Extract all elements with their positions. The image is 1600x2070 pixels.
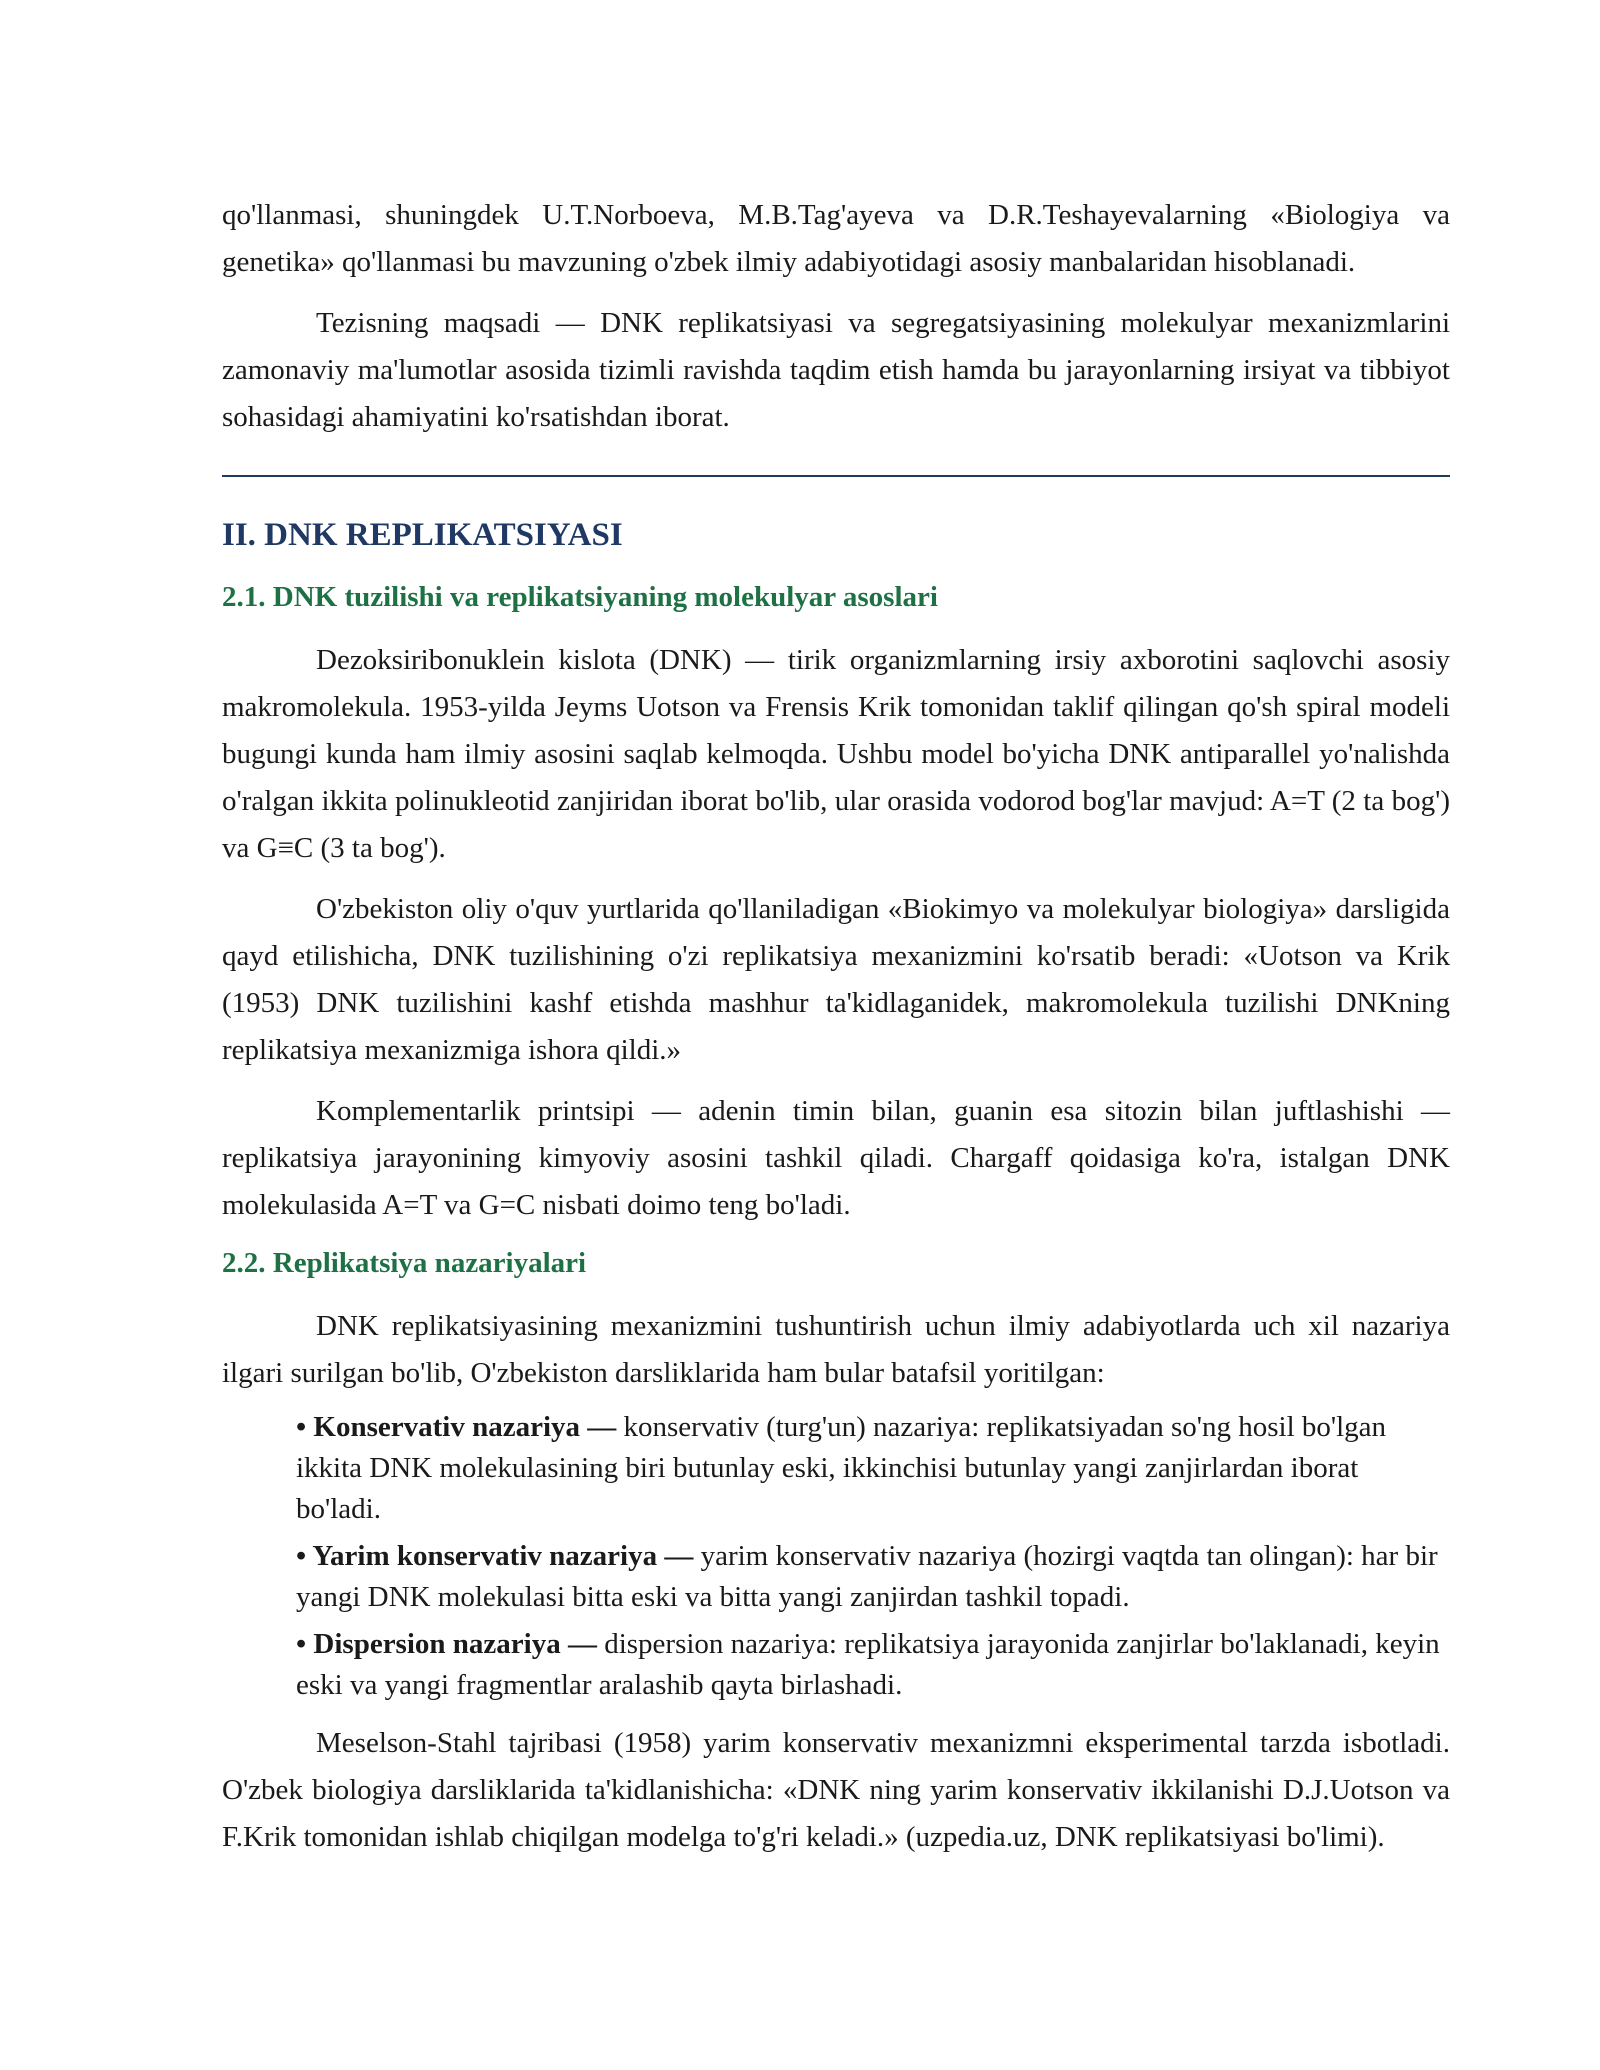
bullet-term: • Yarim konservativ nazariya —	[296, 1540, 694, 1572]
dna-structure-paragraph: Dezoksiribonuklein kislota (DNK) — tirik organizmlarning irsiy axborotini saqlovchi asosiy makromolekula. 1953-yilda Jeyms Uotson va Frensis Krik tomonidan taklif qilingan qo'sh spiral modeli bugungi kunda ham ilmiy asosini saqlab kelmoqda. Ushbu model bo'yicha DNK antiparallel yo'nalishda o'ralgan ikkita polinukleotid zanjiridan iborat bo'lib, ular orasida vodorod bog'lar mavjud: A=T (2 ta bog') va G≡C (3 ta bog').	[222, 644, 1450, 864]
list-item-dispersive	[296, 1624, 1450, 1706]
intro-paragraph: qo'llanmasi, shuningdek U.T.Norboeva, M.B.Tag'ayeva va D.R.Teshayevalarning «Biologiya va genetika» qo'llanmasi bu mavzuning o'zbek ilmiy adabiyotidagi asosiy manbalaridan hisoblanadi.	[222, 199, 1450, 278]
bullet-text: dispersion nazariya: replikatsiya jarayonida zanjirlar bo'laklanadi, keyin eski va yangi fragmentlar aralashib qayta birlashadi.	[296, 1628, 1440, 1701]
meselson-stahl-paragraph: Meselson-Stahl tajribasi (1958) yarim konservativ mexanizmni eksperimental tarzda isbotladi. O'zbek biologiya darsliklarida ta'kidlanishicha: «DNK ning yarim konservativ ikkilanishi D.J.Uotson va F.Krik tomonidan ishlab chiqilgan modelga to'g'ri keladi.» (uzpedia.uz, DNK replikatsiyasi bo'limi).	[222, 1727, 1450, 1853]
textbook-quote-paragraph: O'zbekiston oliy o'quv yurtlarida qo'llaniladigan «Biokimyo va molekulyar biologiya» darsligida qayd etilishicha, DNK tuzilishining o'zi replikatsiya mexanizmini ko'rsatib beradi: «Uotson va Krik (1953) DNK tuzilishini kashf etishda mashhur ta'kidlaganidek, makromolekula tuzilishi DNKning replikatsiya mexanizmiga ishora qildi.»	[222, 893, 1450, 1066]
bullet-term: • Konservativ nazariya —	[296, 1411, 617, 1443]
complementarity-paragraph: Komplementarlik printsipi — adenin timin bilan, guanin esa sitozin bilan juftlashishi — replikatsiya jarayonining kimyoviy asosini tashkil qiladi. Chargaff qoidasiga ko'ra, istalgan DNK molekulasida A=T va G=C nisbati doimo teng bo'ladi.	[222, 1095, 1450, 1221]
bullet-text: konservativ (turg'un) nazariya: replikatsiyadan so'ng hosil bo'lgan ikkita DNK molekulasining biri butunlay eski, ikkinchisi butunlay yangi zanjirlardan iborat bo'ladi.	[296, 1411, 1387, 1525]
theories-list	[296, 1407, 1450, 1706]
subsection-heading-2-2: 2.2. Replikatsiya nazariyalari	[222, 1247, 587, 1279]
section-divider	[222, 475, 1450, 477]
document-page	[222, 192, 1450, 1875]
thesis-aim-paragraph: Tezisning maqsadi — DNK replikatsiyasi va segregatsiyasining molekulyar mexanizmlarini zamonaviy ma'lumotlar asosida tizimli ravishda taqdim etish hamda bu jarayonlarning irsiyat va tibbiyot sohasidagi ahamiyatini ko'rsatishdan iborat.	[222, 307, 1450, 433]
theories-intro-paragraph: DNK replikatsiyasining mexanizmini tushuntirish uchun ilmiy adabiyotlarda uch xil nazariya ilgari surilgan bo'lib, O'zbekiston darsliklarida ham bular batafsil yoritilgan:	[222, 1310, 1450, 1389]
list-item-semiconservative	[296, 1536, 1450, 1618]
bullet-text: yarim konservativ nazariya (hozirgi vaqtda tan olingan): har bir yangi DNK molekulasi bitta eski va bitta yangi zanjirdan tashkil topadi.	[296, 1540, 1438, 1613]
subsection-heading-2-1: 2.1. DNK tuzilishi va replikatsiyaning molekulyar asoslari	[222, 581, 938, 613]
bullet-term: • Dispersion nazariya —	[296, 1628, 597, 1660]
section-heading: II. DNK REPLIKATSIYASI	[222, 517, 623, 553]
list-item-conservative	[296, 1407, 1450, 1530]
